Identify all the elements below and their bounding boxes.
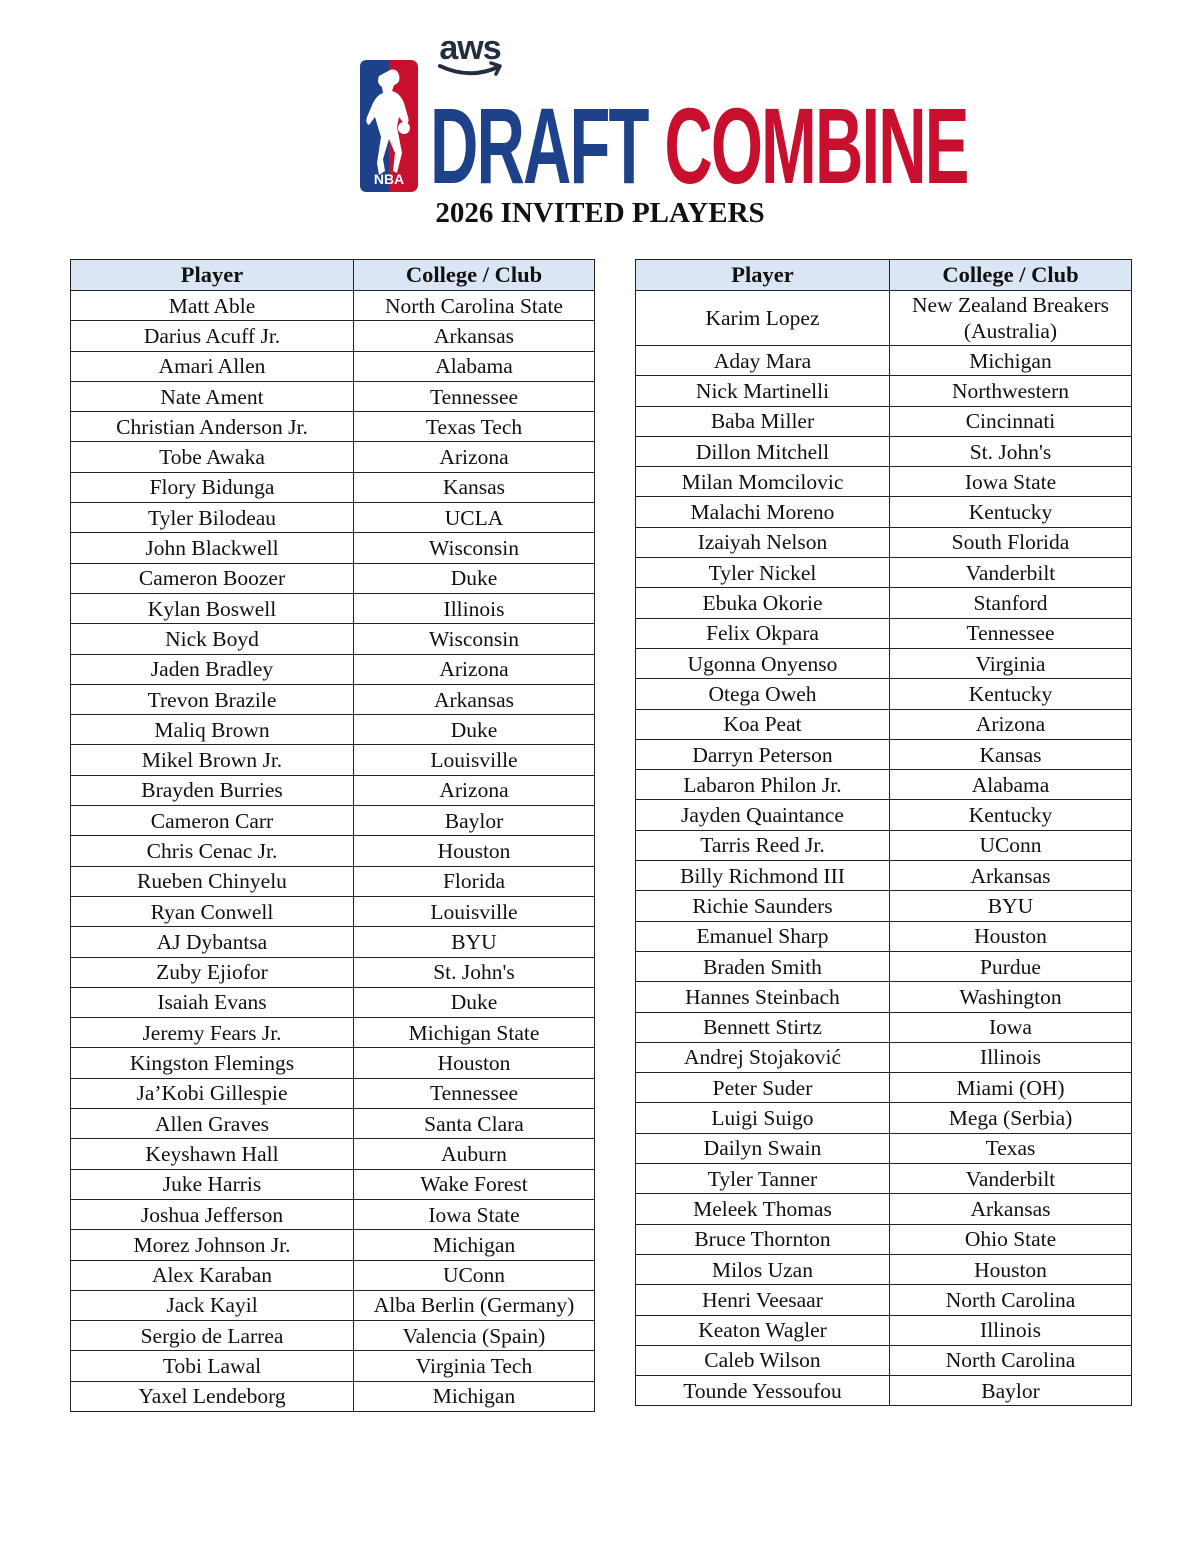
college-club-cell: Wisconsin [354, 624, 595, 654]
college-club-cell: Florida [354, 866, 595, 896]
college-club-cell: North Carolina State [354, 291, 595, 321]
players-table-left [70, 259, 595, 1412]
player-name-cell: Luigi Suigo [636, 1103, 890, 1133]
college-club-cell: Illinois [890, 1042, 1132, 1072]
college-club-cell: South Florida [890, 527, 1132, 557]
table-row [71, 866, 595, 896]
table-row [636, 406, 1132, 436]
draft-combine-title [430, 85, 968, 206]
college-club-cell: Purdue [890, 951, 1132, 981]
player-name-cell: Trevon Brazile [71, 684, 354, 714]
table-row [71, 1351, 595, 1381]
college-club-cell: Ohio State [890, 1224, 1132, 1254]
table-row [71, 1109, 595, 1139]
player-name-cell: Ugonna Onyenso [636, 648, 890, 678]
player-name-cell: Isaiah Evans [71, 987, 354, 1017]
title-combine-word: COMBINE [664, 85, 968, 206]
table-row [71, 775, 595, 805]
table-row [636, 558, 1132, 588]
player-name-cell: Alex Karaban [71, 1260, 354, 1290]
table-row [71, 806, 595, 836]
college-club-cell: New Zealand Breakers (Australia) [890, 291, 1132, 346]
college-club-cell: Kansas [890, 739, 1132, 769]
college-club-cell: Arizona [354, 442, 595, 472]
college-club-cell: Arkansas [354, 321, 595, 351]
college-club-cell: Cincinnati [890, 406, 1132, 436]
table-row [71, 987, 595, 1017]
college-club-cell: Baylor [890, 1376, 1132, 1406]
player-name-cell: Cameron Carr [71, 806, 354, 836]
college-club-cell: St. John's [890, 436, 1132, 466]
college-column-header: College / Club [354, 260, 595, 291]
college-club-cell: Tennessee [354, 1078, 595, 1108]
player-name-cell: Baba Miller [636, 406, 890, 436]
college-club-cell: Kentucky [890, 800, 1132, 830]
player-name-cell: Dailyn Swain [636, 1133, 890, 1163]
player-name-cell: Juke Harris [71, 1169, 354, 1199]
players-table-right-body [636, 291, 1132, 1406]
player-name-cell: Tounde Yessoufou [636, 1376, 890, 1406]
player-name-cell: Brayden Burries [71, 775, 354, 805]
table-row [71, 957, 595, 987]
player-column-header: Player [636, 260, 890, 291]
player-name-cell: Keaton Wagler [636, 1315, 890, 1345]
table-row [71, 1139, 595, 1169]
player-name-cell: Morez Johnson Jr. [71, 1230, 354, 1260]
table-row [636, 739, 1132, 769]
table-row [636, 1315, 1132, 1345]
table-row [636, 346, 1132, 376]
college-club-cell: Baylor [354, 806, 595, 836]
table-row [636, 1345, 1132, 1375]
table-row [636, 861, 1132, 891]
player-name-cell: Yaxel Lendeborg [71, 1381, 354, 1411]
player-name-cell: Ebuka Okorie [636, 588, 890, 618]
college-club-cell: Houston [354, 1048, 595, 1078]
page-header [0, 0, 1200, 240]
player-name-cell: Sergio de Larrea [71, 1321, 354, 1351]
college-club-cell: UConn [890, 830, 1132, 860]
table-row [636, 1376, 1132, 1406]
player-name-cell: Peter Suder [636, 1073, 890, 1103]
table-row [71, 1230, 595, 1260]
college-club-cell: Iowa State [354, 1199, 595, 1229]
player-name-cell: Ja’Kobi Gillespie [71, 1078, 354, 1108]
table-row [636, 830, 1132, 860]
table-row [71, 836, 595, 866]
player-name-cell: Tyler Nickel [636, 558, 890, 588]
table-row [636, 467, 1132, 497]
table-row [636, 376, 1132, 406]
college-club-cell: Illinois [890, 1315, 1132, 1345]
player-name-cell: Caleb Wilson [636, 1345, 890, 1375]
college-club-cell: Arizona [354, 775, 595, 805]
college-club-cell: Alabama [890, 770, 1132, 800]
player-name-cell: Hannes Steinbach [636, 982, 890, 1012]
player-name-cell: Kingston Flemings [71, 1048, 354, 1078]
player-column-header: Player [71, 260, 354, 291]
college-club-cell: Mega (Serbia) [890, 1103, 1132, 1133]
table-row [71, 1290, 595, 1320]
table-row [71, 593, 595, 623]
college-club-cell: Iowa [890, 1012, 1132, 1042]
player-name-cell: Richie Saunders [636, 891, 890, 921]
college-club-cell: Wake Forest [354, 1169, 595, 1199]
player-name-cell: Kylan Boswell [71, 593, 354, 623]
player-name-cell: Izaiyah Nelson [636, 527, 890, 557]
table-row [636, 291, 1132, 346]
player-name-cell: Tyler Tanner [636, 1164, 890, 1194]
player-name-cell: Henri Veesaar [636, 1285, 890, 1315]
table-row [636, 436, 1132, 466]
table-row [71, 1321, 595, 1351]
college-club-cell: Northwestern [890, 376, 1132, 406]
player-name-cell: Tarris Reed Jr. [636, 830, 890, 860]
player-name-cell: Malachi Moreno [636, 497, 890, 527]
table-row [71, 624, 595, 654]
table-row [71, 533, 595, 563]
college-club-cell: Michigan State [354, 1018, 595, 1048]
player-name-cell: Jayden Quaintance [636, 800, 890, 830]
table-row [636, 527, 1132, 557]
table-header-row [636, 260, 1132, 291]
player-name-cell: Otega Oweh [636, 679, 890, 709]
table-row [71, 1169, 595, 1199]
college-club-cell: Kentucky [890, 497, 1132, 527]
player-name-cell: Nick Boyd [71, 624, 354, 654]
nba-logo-icon [360, 60, 418, 192]
player-name-cell: Andrej Stojaković [636, 1042, 890, 1072]
table-row [636, 497, 1132, 527]
title-draft-word: DRAFT [430, 85, 648, 206]
player-name-cell: Billy Richmond III [636, 861, 890, 891]
college-club-cell: Texas [890, 1133, 1132, 1163]
table-row [636, 1103, 1132, 1133]
table-row [636, 679, 1132, 709]
table-row [636, 1012, 1132, 1042]
college-club-cell: Louisville [354, 745, 595, 775]
table-row [636, 1194, 1132, 1224]
player-name-cell: Cameron Boozer [71, 563, 354, 593]
players-table-left-body [71, 291, 595, 1412]
table-row [636, 709, 1132, 739]
table-row [636, 588, 1132, 618]
college-club-cell: Virginia Tech [354, 1351, 595, 1381]
college-club-cell: Michigan [354, 1381, 595, 1411]
college-club-cell: Vanderbilt [890, 1164, 1132, 1194]
table-row [71, 1048, 595, 1078]
table-row [71, 472, 595, 502]
college-club-cell: Michigan [890, 346, 1132, 376]
table-row [71, 381, 595, 411]
player-name-cell: Koa Peat [636, 709, 890, 739]
college-club-cell: Arizona [354, 654, 595, 684]
table-row [636, 921, 1132, 951]
draft-combine-logo [358, 29, 968, 206]
player-name-cell: Jaden Bradley [71, 654, 354, 684]
table-row [636, 982, 1132, 1012]
college-club-cell: Illinois [354, 593, 595, 623]
table-row [71, 684, 595, 714]
college-club-cell: Tennessee [354, 381, 595, 411]
college-club-cell: Houston [890, 1254, 1132, 1284]
player-name-cell: John Blackwell [71, 533, 354, 563]
table-row [71, 1018, 595, 1048]
college-club-cell: BYU [890, 891, 1132, 921]
college-club-cell: Duke [354, 563, 595, 593]
table-row [71, 654, 595, 684]
table-row [71, 563, 595, 593]
table-row [636, 800, 1132, 830]
table-row [71, 291, 595, 321]
player-name-cell: Bruce Thornton [636, 1224, 890, 1254]
table-row [71, 1260, 595, 1290]
player-name-cell: Dillon Mitchell [636, 436, 890, 466]
college-club-cell: Washington [890, 982, 1132, 1012]
table-header-row [71, 260, 595, 291]
college-club-cell: Miami (OH) [890, 1073, 1132, 1103]
table-row [71, 351, 595, 381]
college-club-cell: Texas Tech [354, 412, 595, 442]
player-name-cell: Milan Momcilovic [636, 467, 890, 497]
player-name-cell: Keyshawn Hall [71, 1139, 354, 1169]
player-name-cell: Darius Acuff Jr. [71, 321, 354, 351]
college-club-cell: St. John's [354, 957, 595, 987]
player-name-cell: Nick Martinelli [636, 376, 890, 406]
table-row [71, 1381, 595, 1411]
player-name-cell: Amari Allen [71, 351, 354, 381]
player-name-cell: Ryan Conwell [71, 896, 354, 926]
table-row [636, 1254, 1132, 1284]
table-row [71, 745, 595, 775]
player-name-cell: AJ Dybantsa [71, 927, 354, 957]
table-row [636, 1042, 1132, 1072]
player-name-cell: Meleek Thomas [636, 1194, 890, 1224]
college-club-cell: Alba Berlin (Germany) [354, 1290, 595, 1320]
table-row [636, 1285, 1132, 1315]
college-club-cell: Arkansas [890, 861, 1132, 891]
college-club-cell: Valencia (Spain) [354, 1321, 595, 1351]
player-name-cell: Flory Bidunga [71, 472, 354, 502]
table-row [636, 1073, 1132, 1103]
table-row [71, 896, 595, 926]
table-row [71, 1199, 595, 1229]
college-club-cell: UCLA [354, 503, 595, 533]
player-name-cell: Aday Mara [636, 346, 890, 376]
college-club-cell: Virginia [890, 648, 1132, 678]
college-club-cell: Houston [354, 836, 595, 866]
player-name-cell: Chris Cenac Jr. [71, 836, 354, 866]
player-name-cell: Zuby Ejiofor [71, 957, 354, 987]
aws-smile-icon [436, 60, 506, 80]
table-row [71, 321, 595, 351]
table-row [636, 1133, 1132, 1163]
college-club-cell: Houston [890, 921, 1132, 951]
player-name-cell: Tobe Awaka [71, 442, 354, 472]
player-name-cell: Nate Ament [71, 381, 354, 411]
college-club-cell: Arkansas [890, 1194, 1132, 1224]
college-club-cell: Stanford [890, 588, 1132, 618]
player-name-cell: Joshua Jefferson [71, 1199, 354, 1229]
college-club-cell: Michigan [354, 1230, 595, 1260]
college-club-cell: Santa Clara [354, 1109, 595, 1139]
table-row [636, 951, 1132, 981]
players-table-right [635, 259, 1132, 1406]
college-club-cell: North Carolina [890, 1345, 1132, 1375]
player-name-cell: Tyler Bilodeau [71, 503, 354, 533]
college-club-cell: Wisconsin [354, 533, 595, 563]
college-club-cell: Louisville [354, 896, 595, 926]
aws-logo [430, 30, 510, 82]
college-club-cell: Iowa State [890, 467, 1132, 497]
player-name-cell: Maliq Brown [71, 715, 354, 745]
table-row [71, 412, 595, 442]
player-name-cell: Allen Graves [71, 1109, 354, 1139]
page-subtitle: 2026 INVITED PLAYERS [435, 197, 765, 229]
table-row [71, 1078, 595, 1108]
college-club-cell: Arizona [890, 709, 1132, 739]
table-row [636, 648, 1132, 678]
player-name-cell: Darryn Peterson [636, 739, 890, 769]
table-row [636, 618, 1132, 648]
college-club-cell: UConn [354, 1260, 595, 1290]
college-club-cell: Kentucky [890, 679, 1132, 709]
player-name-cell: Jeremy Fears Jr. [71, 1018, 354, 1048]
player-name-cell: Labaron Philon Jr. [636, 770, 890, 800]
player-name-cell: Christian Anderson Jr. [71, 412, 354, 442]
college-club-cell: Vanderbilt [890, 558, 1132, 588]
college-club-cell: Auburn [354, 1139, 595, 1169]
player-name-cell: Emanuel Sharp [636, 921, 890, 951]
player-name-cell: Milos Uzan [636, 1254, 890, 1284]
table-row [71, 442, 595, 472]
player-name-cell: Tobi Lawal [71, 1351, 354, 1381]
aws-wordmark: aws [439, 29, 501, 67]
player-name-cell: Rueben Chinyelu [71, 866, 354, 896]
table-row [71, 503, 595, 533]
college-club-cell: Tennessee [890, 618, 1132, 648]
table-row [71, 927, 595, 957]
player-name-cell: Braden Smith [636, 951, 890, 981]
table-row [636, 891, 1132, 921]
college-club-cell: Arkansas [354, 684, 595, 714]
player-name-cell: Matt Able [71, 291, 354, 321]
table-row [636, 770, 1132, 800]
player-name-cell: Bennett Stirtz [636, 1012, 890, 1042]
college-club-cell: Duke [354, 987, 595, 1017]
college-club-cell: BYU [354, 927, 595, 957]
college-club-cell: Duke [354, 715, 595, 745]
player-name-cell: Karim Lopez [636, 291, 890, 346]
player-name-cell: Felix Okpara [636, 618, 890, 648]
table-row [636, 1224, 1132, 1254]
college-club-cell: Alabama [354, 351, 595, 381]
college-column-header: College / Club [890, 260, 1132, 291]
college-club-cell: Kansas [354, 472, 595, 502]
college-club-cell: North Carolina [890, 1285, 1132, 1315]
player-name-cell: Mikel Brown Jr. [71, 745, 354, 775]
nba-wordmark: NBA [373, 171, 405, 187]
table-row [71, 715, 595, 745]
player-name-cell: Jack Kayil [71, 1290, 354, 1320]
table-row [636, 1164, 1132, 1194]
